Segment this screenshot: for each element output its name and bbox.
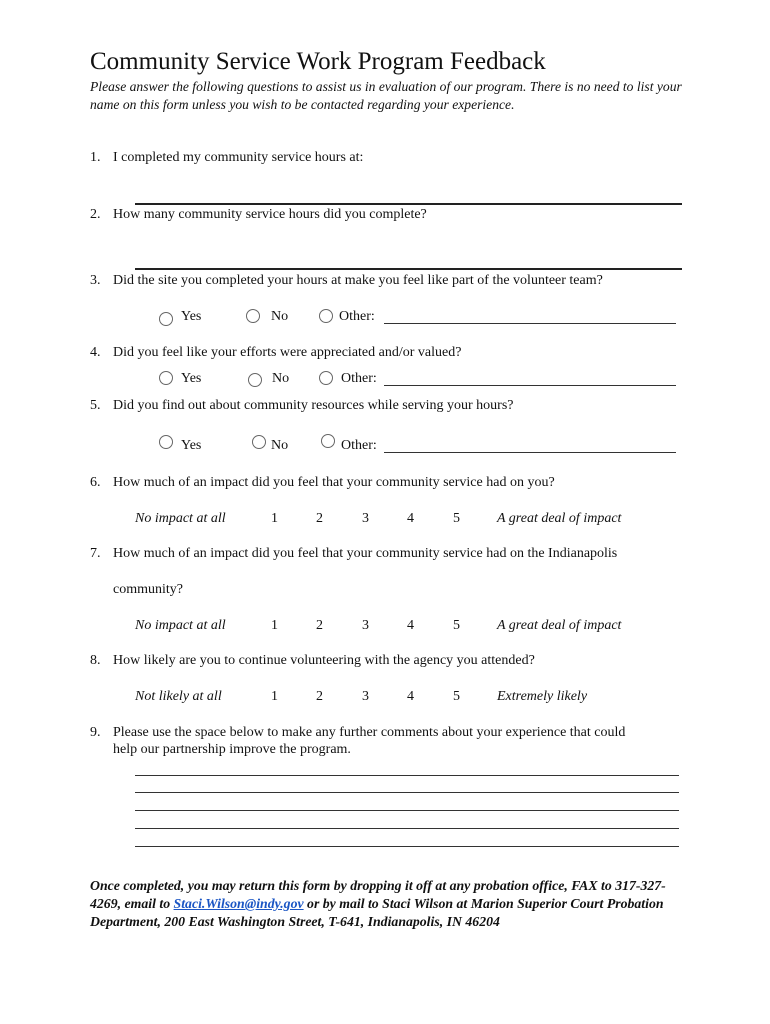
comment-line[interactable] [135,775,679,776]
question-number: 8. [90,653,101,668]
question-text: Please use the space below to make any further comments about your experience that could [113,725,626,740]
option-other-label: Other: [339,309,375,324]
scale-high-label: Extremely likely [497,689,588,704]
option-yes-label: Yes [181,309,202,324]
question-text: Did you feel like your efforts were appreciated and/or valued? [113,345,462,360]
comment-line[interactable] [135,828,679,829]
question-text: Did the site you completed your hours at make you feel like part of the volunteer team? [113,273,603,288]
q4-other-line[interactable] [384,385,676,386]
option-no-label: No [271,309,289,324]
scale-high-label: A great deal of impact [497,618,622,633]
question-number: 9. [90,725,101,740]
scale-low-label: No impact at all [135,618,226,633]
scale-low-label: Not likely at all [135,689,222,704]
scale-low-label: No impact at all [135,511,226,526]
scale-option-5[interactable]: 5 [453,618,460,633]
comment-line[interactable] [135,792,679,793]
scale-high-label: A great deal of impact [497,511,622,526]
q5-yes-radio[interactable] [159,435,173,449]
question-number: 2. [90,207,101,222]
footer-text: Once completed, you may return this form by dropping it off at any probation office, FAX to 317-327-4269, email to [90,878,666,911]
question-7-continued: community? [113,582,183,597]
option-no-label: No [271,438,289,453]
question-text: How much of an impact did you feel that your community service had on you? [113,475,555,490]
question-text: How much of an impact did you feel that your community service had on the Indianapolis [113,546,618,561]
scale-option-5[interactable]: 5 [453,689,460,704]
question-text: How many community service hours did you complete? [113,207,427,222]
q4-yes-radio[interactable] [159,371,173,385]
question-text: Did you find out about community resources while serving your hours? [113,398,514,413]
footer-instructions [90,877,690,931]
scale-option-1[interactable]: 1 [271,618,278,633]
question-text: How likely are you to continue volunteering with the agency you attended? [113,653,535,668]
q3-other-line[interactable] [384,323,676,324]
comment-line[interactable] [135,810,679,811]
q3-other-radio[interactable] [319,309,333,323]
option-yes-label: Yes [181,371,202,386]
q3-yes-radio[interactable] [159,312,173,326]
q3-no-radio[interactable] [246,309,260,323]
option-other-label: Other: [341,438,377,453]
scale-option-4[interactable]: 4 [407,511,414,526]
answer-line-2[interactable] [135,268,682,270]
option-yes-label: Yes [181,438,202,453]
scale-option-1[interactable]: 1 [271,689,278,704]
intro-text: Please answer the following questions to assist us in evaluation of our program. There is no need to list your name on this form unless you wish to be contacted regarding your experience. [90,79,682,112]
option-other-label: Other: [341,371,377,386]
scale-option-3[interactable]: 3 [362,511,369,526]
answer-line-1[interactable] [135,203,682,205]
scale-option-4[interactable]: 4 [407,689,414,704]
question-number: 6. [90,475,101,490]
q5-other-radio[interactable] [321,434,335,448]
question-number: 5. [90,398,101,413]
question-9-continued: help our partnership improve the program. [113,742,351,757]
scale-option-3[interactable]: 3 [362,689,369,704]
page-title: Community Service Work Program Feedback [90,48,546,75]
question-number: 3. [90,273,101,288]
question-number: 7. [90,546,101,561]
footer-text: or by mail to Staci Wilson at Marion Superior Court Probation Department, 200 East Washington Street, T-641, Indianapolis, IN 46204 [90,896,664,929]
scale-option-2[interactable]: 2 [316,618,323,633]
question-number: 4. [90,345,101,360]
scale-option-5[interactable]: 5 [453,511,460,526]
q5-no-radio[interactable] [252,435,266,449]
question-number: 1. [90,150,101,165]
scale-option-2[interactable]: 2 [316,511,323,526]
q5-other-line[interactable] [384,452,676,453]
q4-no-radio[interactable] [248,373,262,387]
scale-option-3[interactable]: 3 [362,618,369,633]
q4-other-radio[interactable] [319,371,333,385]
option-no-label: No [272,371,290,386]
scale-option-1[interactable]: 1 [271,511,278,526]
comment-line[interactable] [135,846,679,847]
email-link[interactable]: Staci.Wilson@indy.gov [173,896,304,911]
scale-option-2[interactable]: 2 [316,689,323,704]
scale-option-4[interactable]: 4 [407,618,414,633]
question-text: I completed my community service hours at: [113,150,364,165]
